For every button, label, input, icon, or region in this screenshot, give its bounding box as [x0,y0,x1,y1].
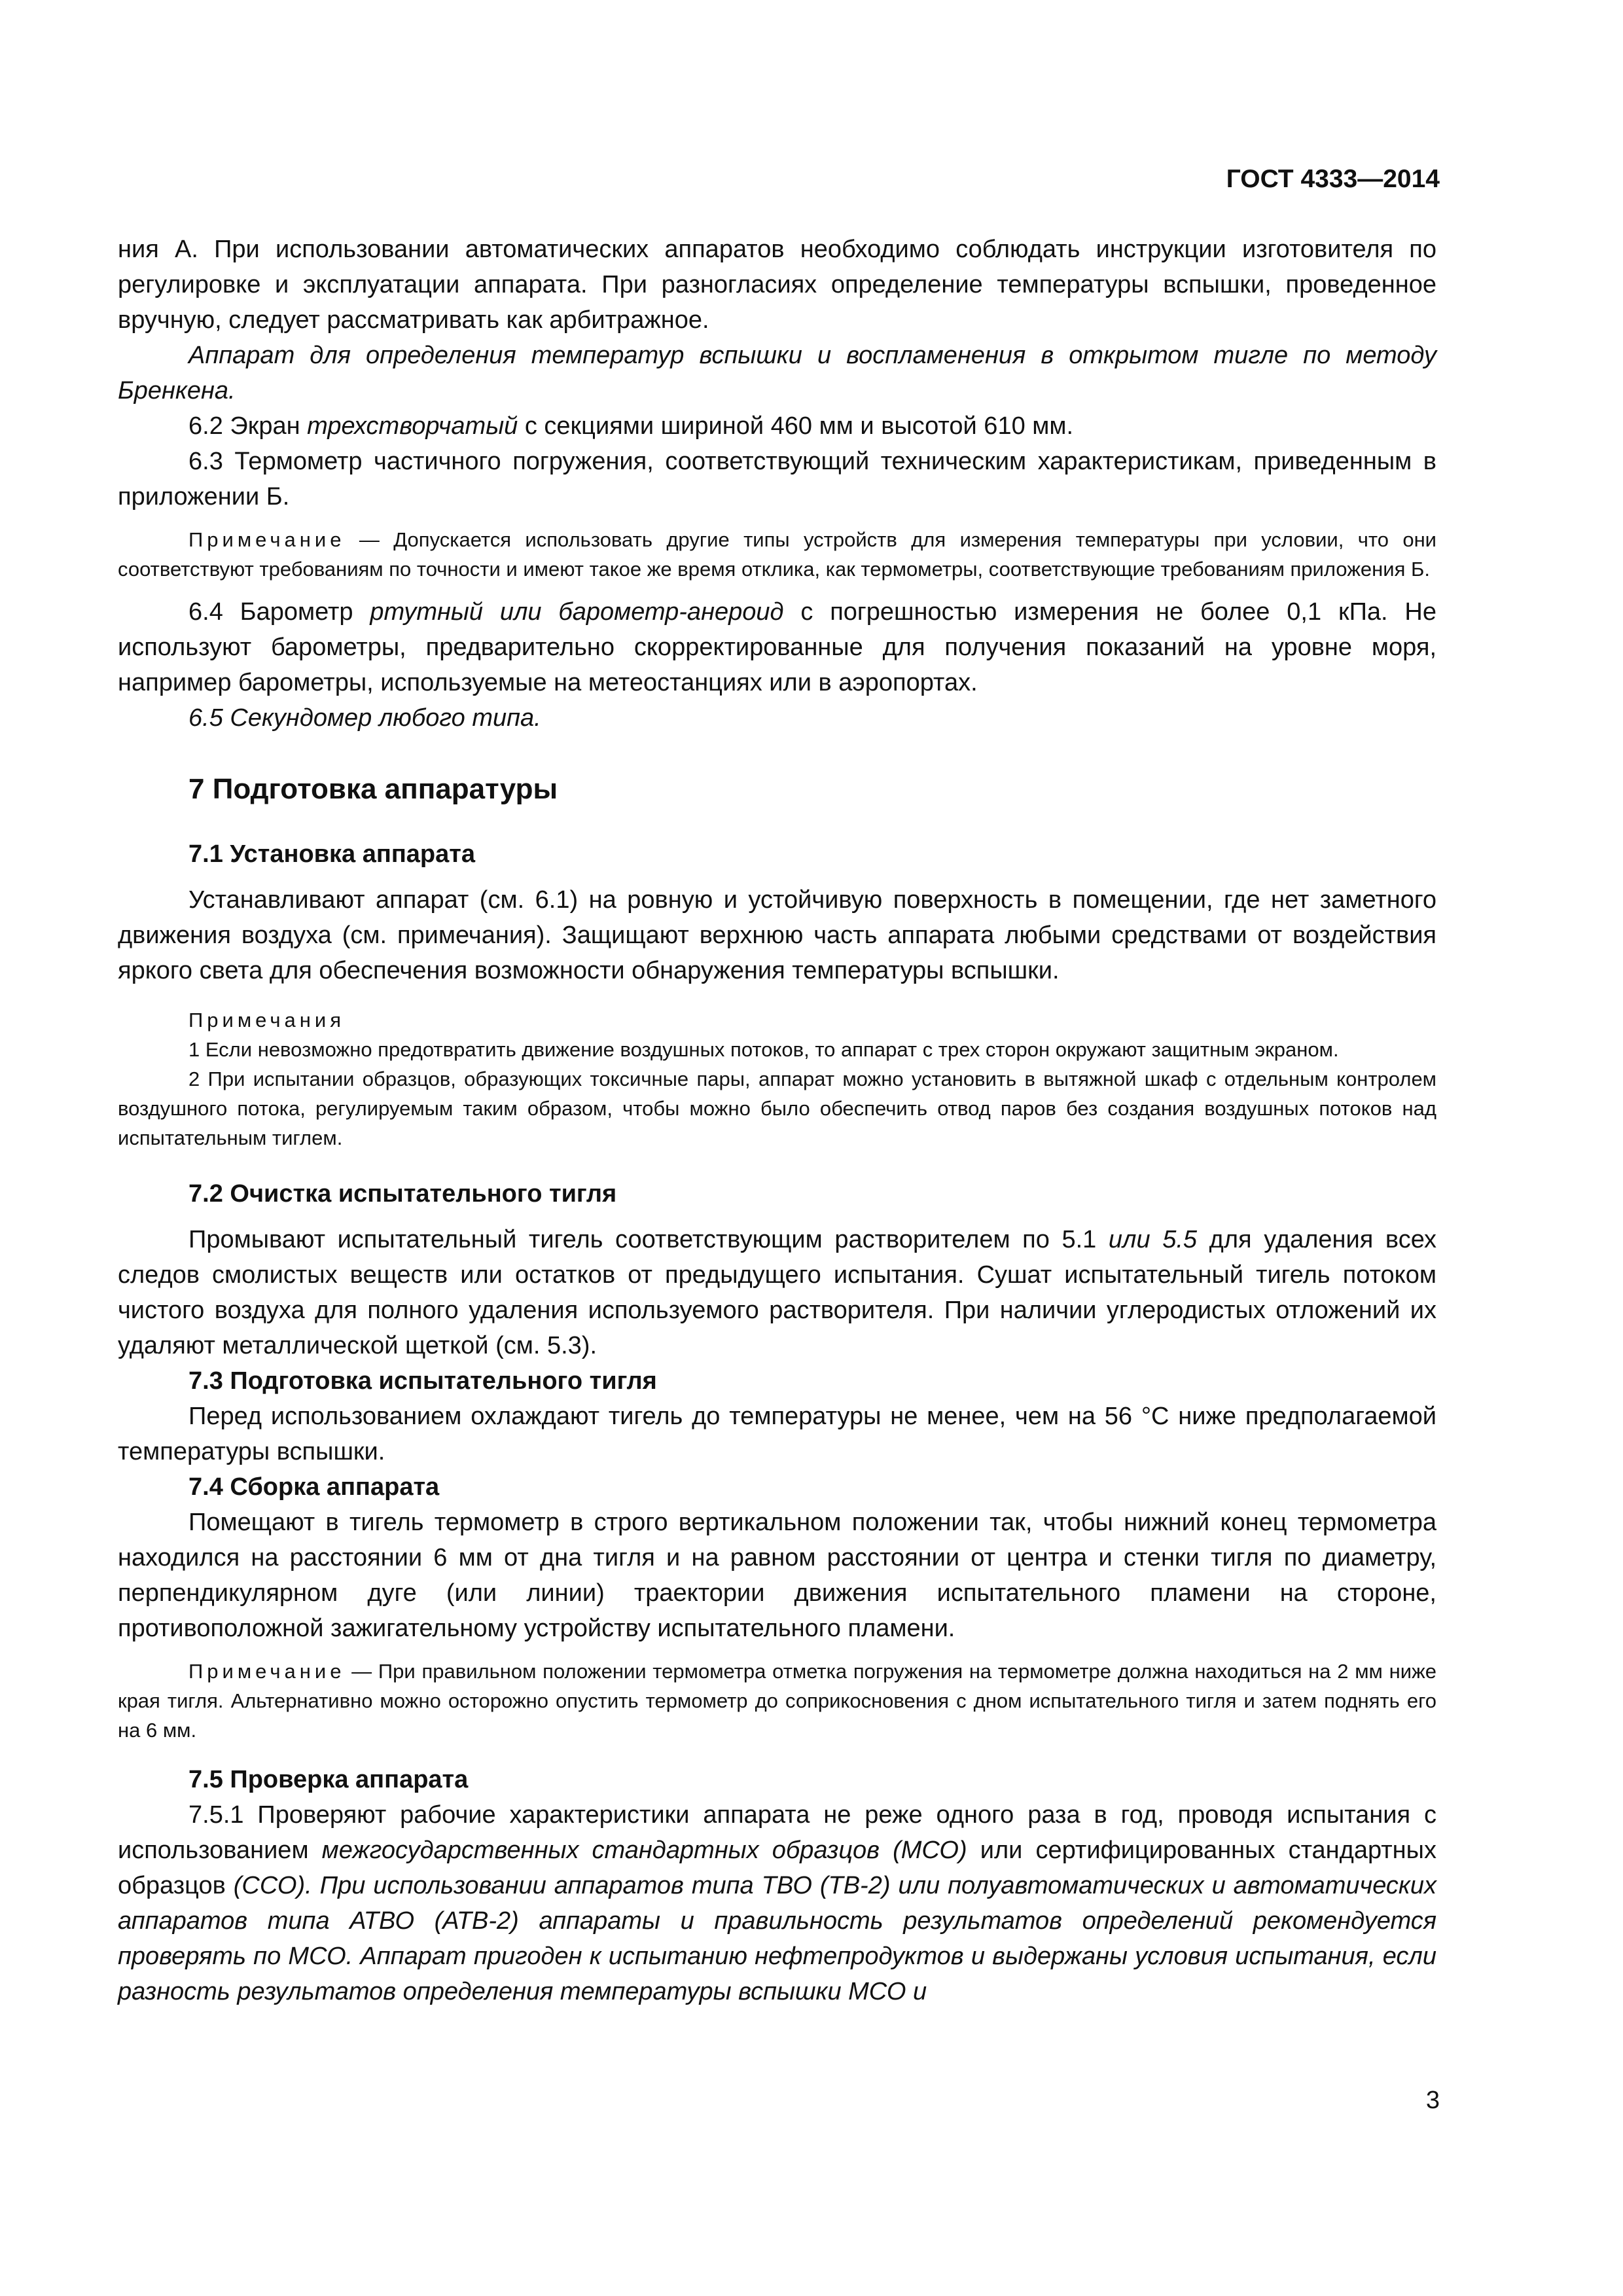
paragraph-6-4 [118,594,1436,700]
subsection-heading-7-1: 7.1 Установка аппарата [188,840,476,868]
italic-text: (ССО). При использовании аппаратов типа ТВО (ТВ-2) или полуавтоматических и автоматических аппаратов типа АТВО (АТВ-2) аппараты и правильность результатов определений рекомендуется проверять по МСО. Аппарат пригоден к испытанию нефтепродуктов и выдержаны условия испытания, если разность результатов определения температуры вспышки МСО и [118,1872,1436,2005]
page-number: 3 [1425,2087,1440,2114]
italic-text: Аппарат для определения температур вспышки и воспламенения в открытом тигле по методу Бренкена. [118,342,1436,404]
italic-text: межгосударственных стандартных образцов (МСО) [321,1837,967,1864]
note-label: Примечание [188,1660,346,1683]
text-run: для удаления всех следов смолистых веществ или остатков от предыдущего испытания. Сушат испытательный тигель потоком чистого воздуха для полного удаления используемого растворителя. При наличии углеродистых отложений их удаляют металлической щеткой (см. 5.3). [118,1226,1436,1359]
paragraph-7-4: Помещают в тигель термометр в строго вертикальном положении так, чтобы нижний конец термометра находился на расстоянии 6 мм от дна тигля и на равном расстоянии от центра и стенки тигля по диаметру, перпендикулярном дуге (или линии) траектории движения испытательного пламени на стороне, противоположной зажигательному устройству испытательного пламени. [118,1509,1436,1642]
subsection-heading-7-3: 7.3 Подготовка испытательного тигля [188,1367,657,1395]
text-run: 6.4 Барометр [188,598,370,626]
text-run: 7.5.1 Проверяют рабочие характеристики аппарата не реже одного раза в год, проводя испытания с использованием [118,1801,1436,1864]
paragraph-6-5 [118,700,1436,736]
note-7-1-item-2: 2 При испытании образцов, образующих токсичные пары, аппарат можно установить в вытяжной шкаф с отдельным контролем воздушного потока, регулируемым таким образом, чтобы можно было обеспечить отвод паров без создания воздушных потоков над испытательным тиглем. [118,1067,1436,1149]
text-run: или сертифицированных стандартных образцов [118,1837,1436,1899]
note-6-3 [118,525,1436,584]
text-run: с погрешностью измерения не более 0,1 кПа. Не используют барометры, предварительно скорректированные для получения показаний на уровне моря, например барометры, используемые на метеостанциях или в аэропортах. [118,598,1436,696]
note-7-1-item-1: 1 Если невозможно предотвратить движение воздушных потоков, то аппарат с трех сторон окружают защитным экраном. [188,1038,1339,1061]
subsection-heading-7-4: 7.4 Сборка аппарата [188,1473,440,1501]
note-7-4 [118,1657,1436,1745]
paragraph-6-3: 6.3 Термометр частичного погружения, соответствующий техническим характеристикам, приведенным в приложении Б. [118,448,1436,511]
paragraph-7-3: Перед использованием охлаждают тигель до температуры не менее, чем на 56 °С ниже предполагаемой температуры вспышки. [118,1403,1436,1465]
paragraph-7-1: Устанавливают аппарат (см. 6.1) на ровную и устойчивую поверхность в помещении, где нет заметного движения воздуха (см. примечания). Защищают верхнюю часть аппарата любыми средствами от воздействия яркого света для обеспечения возможности обнаружения температуры вспышки. [118,886,1436,984]
italic-text: или 5.5 [1108,1226,1198,1253]
italic-text: ртутный или барометр-анероид [370,598,784,626]
subsection-heading-7-5: 7.5 Проверка аппарата [188,1766,469,1793]
text-run: Промывают испытательный тигель соответствующим растворителем по 5.1 [188,1226,1109,1253]
notes-7-1-label [118,1005,1436,1035]
subsection-heading-7-2: 7.2 Очистка испытательного тигля [188,1180,617,1208]
paragraph-apparatus-brenken [118,338,1436,408]
paragraph-7-2 [118,1222,1436,1363]
note-label: Примечание [188,528,346,551]
section-heading-7: 7 Подготовка аппаратуры [188,773,558,805]
text-run: с секциями шириной 460 мм и высотой 610 мм. [518,412,1074,440]
document-body [118,232,1436,2009]
italic-text: 6.5 Секундомер любого типа. [188,704,541,732]
note-text: — При правильном положении термометра отметка погружения на термометре должна находиться на 2 мм ниже края тигля. Альтернативно можно осторожно опустить термометр до соприкосновения с дном испытательного тигля и затем поднять его на 6 мм. [118,1660,1436,1742]
note-text: — Допускается использовать другие типы устройств для измерения температуры при условии, что они соответствуют требованиям по точности и имеют такое же время отклика, как термометры, соответствующие требованиям приложения Б. [118,528,1436,581]
text-run: 6.2 Экран [188,412,308,440]
italic-text: трехстворчатый [307,412,518,440]
note-label: Примечания [188,1009,345,1031]
document-id-header: ГОСТ 4333—2014 [1226,165,1440,193]
paragraph-continuation: ния А. При использовании автоматических аппаратов необходимо соблюдать инструкции изготовителя по регулировке и эксплуатации аппарата. При разногласиях определение температуры вспышки, проведенное вручную, следует рассматривать как арбитражное. [118,236,1436,334]
paragraph-7-5-1 [118,1797,1436,2009]
paragraph-6-2 [118,408,1436,444]
